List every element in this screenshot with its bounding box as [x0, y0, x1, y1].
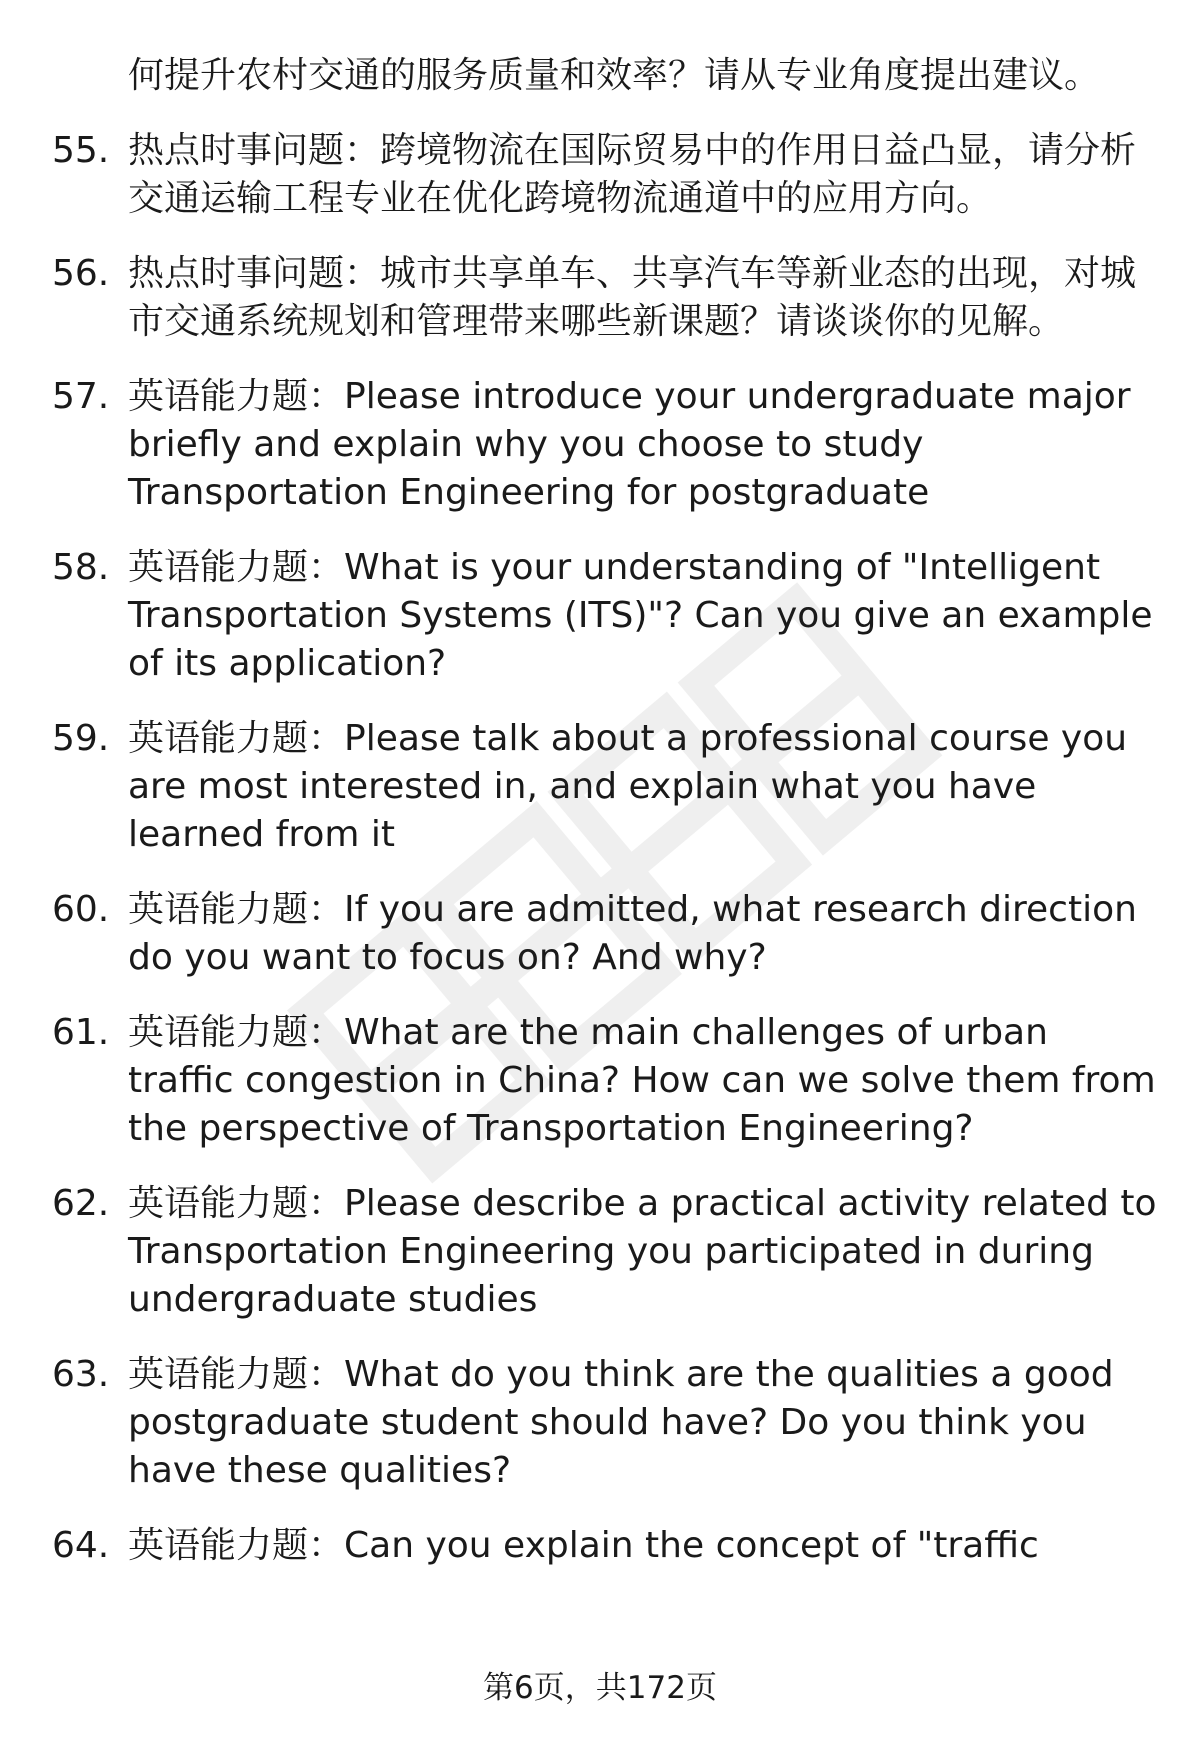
question-item	[52, 1351, 1162, 1495]
question-number: 62.	[52, 1183, 110, 1224]
question-text: 英语能力题：What are the main challenges of urban traffic congestion in China? How can we solve them from the perspective of Transportation Engineering?	[128, 1012, 1156, 1149]
question-list	[52, 52, 1162, 1570]
question-item	[52, 1522, 1162, 1570]
question-number: 58.	[52, 547, 110, 588]
question-text: 英语能力题：What is your understanding of "Intelligent Transportation Systems (ITS)"? Can you give an example of its application?	[128, 547, 1153, 684]
question-text: 热点时事问题：城市共享单车、共享汽车等新业态的出现，对城市交通系统规划和管理带来哪些新课题？请谈谈你的见解。	[128, 253, 1137, 342]
question-item	[52, 715, 1162, 859]
question-item	[52, 1180, 1162, 1324]
question-number: 60.	[52, 889, 110, 930]
question-text: 英语能力题：Can you explain the concept of "traffic	[128, 1525, 1039, 1566]
question-number: 59.	[52, 718, 110, 759]
page-number: 第6页，共172页	[483, 1670, 717, 1706]
question-number: 57.	[52, 376, 110, 417]
question-item	[52, 544, 1162, 688]
question-text: 英语能力题：If you are admitted, what research direction do you want to focus on? And why?	[128, 889, 1137, 978]
question-number: 56.	[52, 253, 110, 294]
question-item	[52, 127, 1162, 223]
question-text: 热点时事问题：跨境物流在国际贸易中的作用日益凸显，请分析交通运输工程专业在优化跨境物流通道中的应用方向。	[128, 130, 1137, 219]
question-text: 英语能力题：What do you think are the qualities a good postgraduate student should have? Do you think you have these qualities?	[128, 1354, 1114, 1491]
question-text: 英语能力题：Please introduce your undergraduate major briefly and explain why you choose to study Transportation Engineering for postgraduate	[128, 376, 1131, 513]
question-item	[52, 250, 1162, 346]
question-item	[52, 886, 1162, 982]
question-item	[52, 373, 1162, 517]
continuation-text: 何提升农村交通的服务质量和效率？请从专业角度提出建议。	[128, 55, 1101, 96]
question-number: 63.	[52, 1354, 110, 1395]
question-number: 55.	[52, 130, 110, 171]
question-item	[52, 1009, 1162, 1153]
question-text: 英语能力题：Please talk about a professional course you are most interested in, and explain what you have learned from it	[128, 718, 1128, 855]
question-number: 61.	[52, 1012, 110, 1053]
question-number: 64.	[52, 1525, 110, 1566]
question-text: 英语能力题：Please describe a practical activity related to Transportation Engineering you participated in during undergraduate studies	[128, 1183, 1157, 1320]
